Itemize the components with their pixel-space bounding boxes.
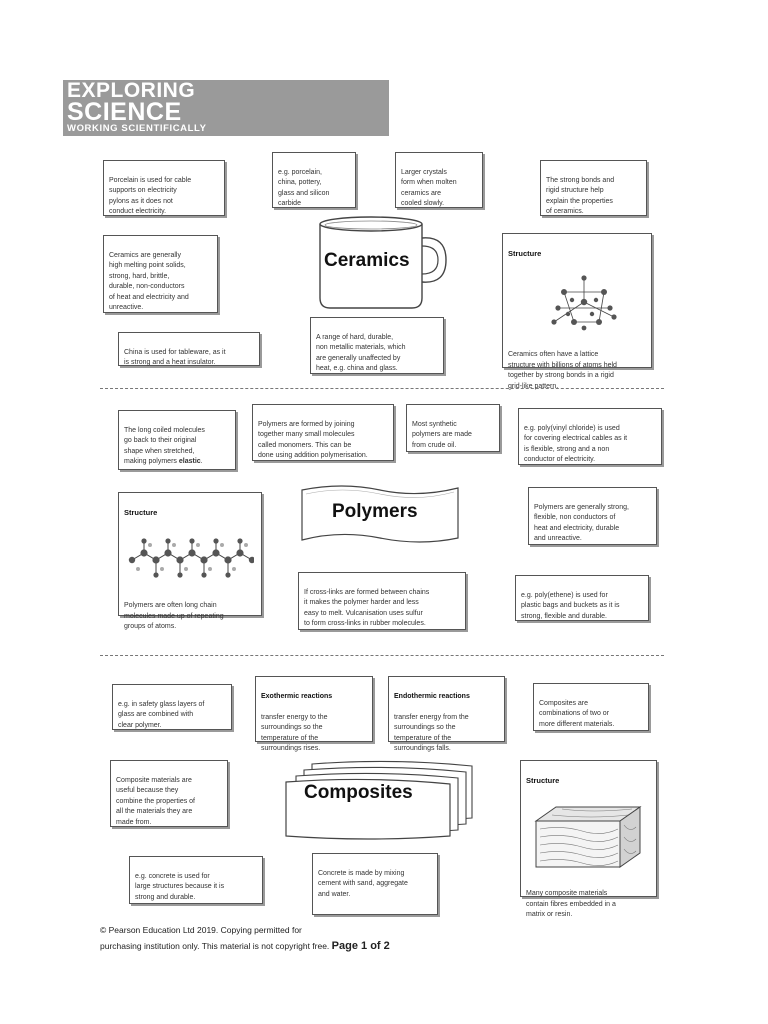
polymers-polythene-text: e.g. poly(ethene) is used for plastic bags and buckets as it is strong, flexible and durable.: [521, 591, 620, 620]
composites-block-diagram: [532, 803, 644, 871]
polymers-elastic-bold: elastic: [178, 458, 201, 465]
composites-endothermic-text: transfer energy from the surroundings so the temperature of the surroundings falls.: [394, 713, 469, 752]
section-divider-1: [100, 388, 664, 389]
polymers-pvc-box: [518, 408, 662, 465]
ceramics-lattice-diagram: [544, 272, 624, 334]
composites-exothermic-heading: Exothermic reactions: [261, 692, 333, 700]
polymers-structure-text: Polymers are often long chain molecules made up of repeating groups of atoms.: [124, 602, 224, 630]
composites-definition-text: Composites are combinations of two or more different materials.: [539, 699, 615, 728]
polymers-crosslinks-box: [298, 572, 466, 630]
polymers-structure-box: [118, 492, 262, 630]
polymers-coiled-box: [118, 410, 236, 470]
polymers-polythene-box: [515, 575, 649, 621]
polymers-crosslinks-text: If cross-links are formed between chains it makes the polymer harder and less easy to melt. Vulcanisation uses sulfur to form cross-links in rubber molecules.: [304, 588, 430, 627]
ceramics-crystals-box: [395, 152, 483, 208]
copyright-line-1: © Pearson Education Ltd 2019. Copying permitted for: [100, 925, 302, 935]
polymers-structure-heading: Structure: [124, 507, 158, 517]
composites-exothermic-text: transfer energy to the surroundings so the temperature of the surroundings rises.: [261, 713, 328, 752]
ceramics-porcelain-text: Porcelain is used for cable supports on electricity pylons as it does not conduct electricity.: [109, 176, 192, 215]
polymers-synthetic-box: [406, 404, 500, 452]
polymers-chain-diagram: [128, 535, 254, 585]
section-divider-2: [100, 655, 664, 656]
composites-concrete-use-text: e.g. concrete is used for large structures because it is strong and durable.: [135, 872, 225, 901]
composites-title: Composites: [304, 782, 413, 803]
composites-endothermic-box: [388, 676, 505, 752]
composites-safety-glass-box: [112, 684, 232, 730]
polymers-properties-box: [528, 487, 657, 545]
ceramics-range-text: A range of hard, durable, non metallic materials, which are generally unaffected by heat, e.g. china and glass.: [316, 333, 406, 372]
ceramics-china-text: China is used for tableware, as it is strong and a heat insulator.: [124, 348, 226, 366]
composites-exothermic-box: [255, 676, 373, 752]
polymers-monomers-box: [252, 404, 394, 461]
copyright-line-2-text: purchasing institution only. This material is not copyright free.: [100, 941, 330, 951]
composites-concrete-made-text: Concrete is made by mixing cement with sand, aggregate and water.: [318, 869, 408, 898]
polymers-synthetic-text: Most synthetic polymers are made from crude oil.: [412, 420, 472, 449]
ceramics-bonds-text: The strong bonds and rigid structure help explain the properties of ceramics.: [546, 176, 615, 215]
polymers-properties-text: Polymers are generally strong, flexible, non conductors of heat and electricity, durable and unreactive.: [534, 503, 629, 542]
polymers-coiled-text: [124, 426, 230, 468]
composites-structure-box: [520, 760, 657, 918]
copyright-line-2: [100, 938, 390, 954]
ceramics-structure-heading: Structure: [508, 248, 542, 258]
composites-concrete-use-box: [129, 856, 263, 904]
composites-useful-text: Composite materials are useful because they combine the properties of all the materials they are made from.: [116, 776, 195, 826]
composites-useful-box: [110, 760, 228, 827]
exploring-science-logo: [63, 80, 389, 136]
logo-line-science: SCIENCE: [67, 98, 182, 126]
ceramics-examples-box: [272, 152, 356, 208]
copyright-footer: [100, 922, 390, 954]
ceramics-porcelain-box: [103, 160, 225, 216]
ceramics-bonds-box: [540, 160, 647, 216]
polymers-pvc-text: e.g. poly(vinyl chloride) is used for covering electrical cables as it is flexible, strong and a non conductor of electricity.: [524, 424, 628, 463]
ceramics-properties-text: Ceramics are generally high melting point solids, strong, hard, brittle, durable, non-conductors of heat and electricity and unreactive.: [109, 251, 189, 311]
polymers-title: Polymers: [332, 501, 418, 522]
ceramics-properties-box: [103, 235, 218, 313]
composites-endothermic-heading: Endothermic reactions: [394, 692, 470, 700]
ceramics-china-box: [118, 332, 260, 366]
composites-structure-text: Many composite materials contain fibres embedded in a matrix or resin.: [526, 890, 616, 918]
logo-line-working-scientifically: WORKING SCIENTIFICALLY: [67, 123, 207, 134]
page-number: Page 1 of 2: [331, 940, 390, 952]
ceramics-crystals-text: Larger crystals form when molten ceramics are cooled slowly.: [401, 168, 457, 207]
ceramics-structure-box: [502, 233, 652, 390]
composites-concrete-made-box: [312, 853, 438, 915]
composites-safety-glass-text: e.g. in safety glass layers of glass are combined with clear polymer.: [118, 700, 205, 729]
composites-definition-box: [533, 683, 649, 731]
composites-structure-heading: Structure: [526, 775, 560, 785]
ceramics-examples-text: e.g. porcelain, china, pottery, glass and silicon carbide: [278, 168, 330, 207]
logo-line-exploring: EXPLORING: [67, 80, 196, 102]
polymers-coiled-text-main: The long coiled molecules go back to their original shape when stretched, making polymers: [124, 426, 205, 465]
polymers-monomers-text: Polymers are formed by joining together many small molecules called monomers. This can be done using addition polymerisation.: [258, 420, 368, 459]
ceramics-range-box: [310, 317, 444, 374]
ceramics-structure-text: Ceramics often have a lattice structure with billions of atoms held together by strong bonds in a rigid grid-like pattern.: [508, 351, 617, 390]
ceramics-title: Ceramics: [324, 250, 410, 271]
polymers-coiled-text-end: .: [200, 458, 203, 465]
